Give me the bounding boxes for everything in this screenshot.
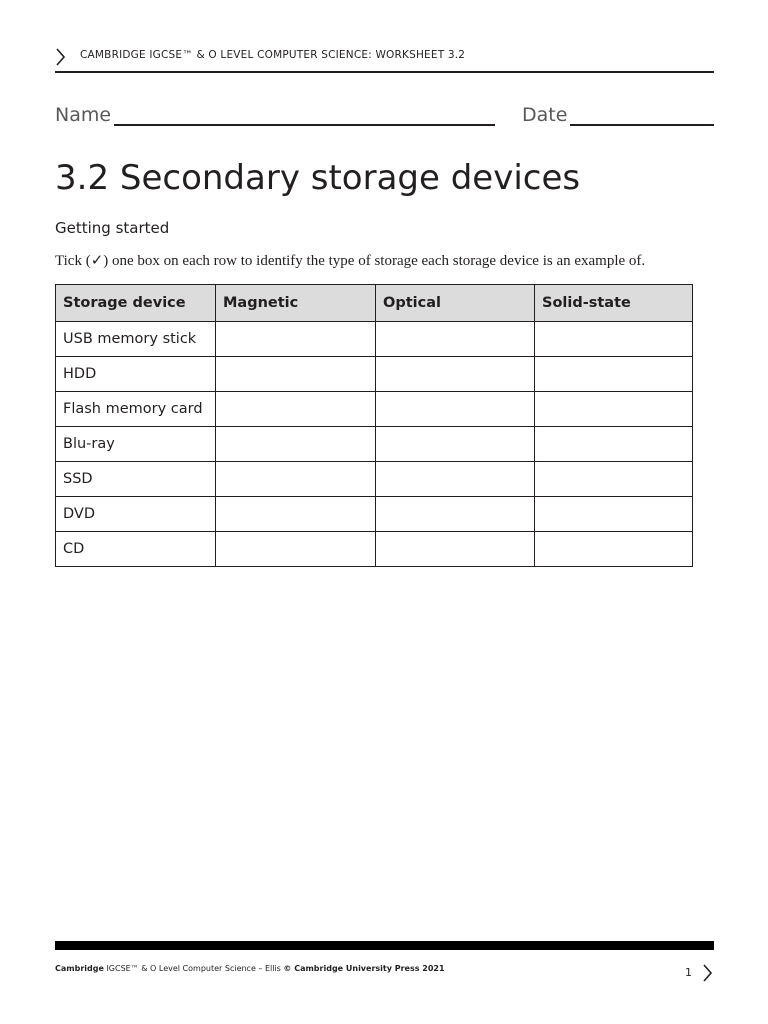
table-row — [56, 427, 693, 462]
magnetic-tick-box[interactable] — [216, 392, 376, 427]
table-row — [56, 322, 693, 357]
optical-tick-box[interactable] — [376, 357, 535, 392]
footer-text — [55, 964, 445, 973]
solid-state-tick-box[interactable] — [535, 392, 693, 427]
magnetic-tick-box[interactable] — [216, 497, 376, 532]
optical-tick-box[interactable] — [376, 462, 535, 497]
storage-device-cell: USB memory stick — [56, 322, 216, 357]
magnetic-tick-box[interactable] — [216, 357, 376, 392]
column-header: Storage device — [56, 285, 216, 322]
storage-device-cell: SSD — [56, 462, 216, 497]
storage-device-cell: CD — [56, 532, 216, 567]
solid-state-tick-box[interactable] — [535, 357, 693, 392]
page-title: 3.2 Secondary storage devices — [55, 158, 581, 198]
column-header: Solid-state — [535, 285, 693, 322]
name-field[interactable] — [114, 124, 495, 126]
footer-divider — [55, 941, 714, 950]
header-title: CAMBRIDGE IGCSE™ & O LEVEL COMPUTER SCIENCE: WORKSHEET 3.2 — [80, 49, 466, 61]
table-header-row — [56, 285, 693, 322]
solid-state-tick-box[interactable] — [535, 322, 693, 357]
magnetic-tick-box[interactable] — [216, 427, 376, 462]
footer-brand: Cambridge — [55, 964, 104, 973]
date-label: Date — [522, 104, 568, 126]
footer-copyright: © Cambridge University Press 2021 — [283, 964, 445, 973]
section-subtitle: Getting started — [55, 219, 170, 237]
solid-state-tick-box[interactable] — [535, 427, 693, 462]
table-row — [56, 532, 693, 567]
name-label: Name — [55, 104, 112, 126]
magnetic-tick-box[interactable] — [216, 322, 376, 357]
magnetic-tick-box[interactable] — [216, 462, 376, 497]
date-field[interactable] — [570, 124, 714, 126]
table-row — [56, 357, 693, 392]
solid-state-tick-box[interactable] — [535, 462, 693, 497]
page-number: 1 — [685, 966, 692, 979]
optical-tick-box[interactable] — [376, 497, 535, 532]
table-row — [56, 462, 693, 497]
optical-tick-box[interactable] — [376, 322, 535, 357]
table-row — [56, 392, 693, 427]
optical-tick-box[interactable] — [376, 392, 535, 427]
optical-tick-box[interactable] — [376, 427, 535, 462]
next-page-chevron-icon[interactable] — [702, 963, 714, 983]
optical-tick-box[interactable] — [376, 532, 535, 567]
footer-course: IGCSE™ & O Level Computer Science – Ellis — [103, 964, 284, 973]
storage-device-cell: DVD — [56, 497, 216, 532]
solid-state-tick-box[interactable] — [535, 497, 693, 532]
column-header: Magnetic — [216, 285, 376, 322]
header-divider — [55, 71, 714, 73]
column-header: Optical — [376, 285, 535, 322]
storage-table — [55, 284, 693, 567]
storage-device-cell: HDD — [56, 357, 216, 392]
storage-device-cell: Blu-ray — [56, 427, 216, 462]
instruction-text: Tick (✓) one box on each row to identify the type of storage each storage device is an example of. — [55, 253, 646, 269]
storage-device-cell: Flash memory card — [56, 392, 216, 427]
chevron-right-icon — [55, 47, 67, 67]
table-row — [56, 497, 693, 532]
magnetic-tick-box[interactable] — [216, 532, 376, 567]
solid-state-tick-box[interactable] — [535, 532, 693, 567]
